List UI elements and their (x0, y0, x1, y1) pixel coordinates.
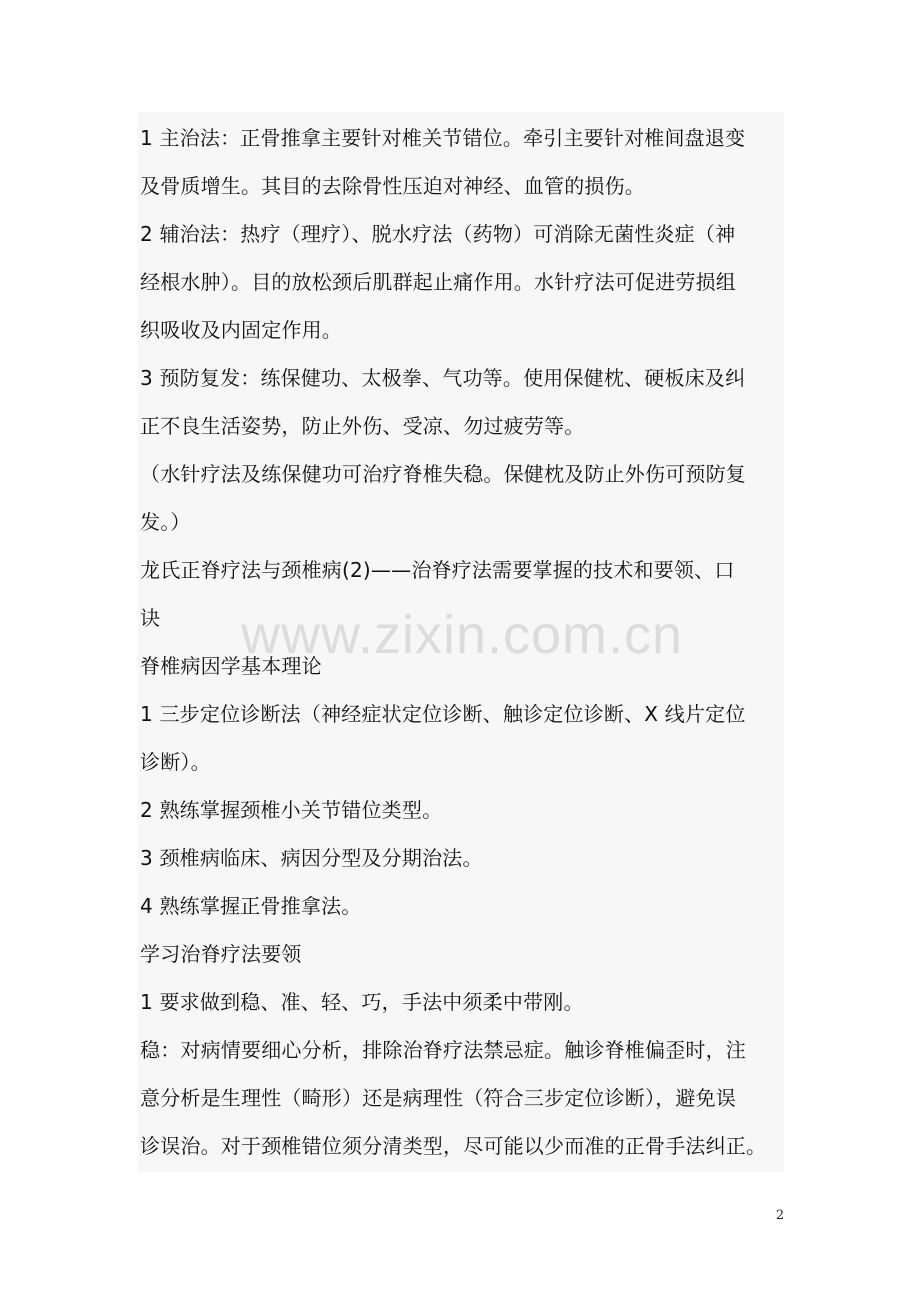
document-body (138, 112, 784, 1172)
text-line: 意分析是生理性（畸形）还是病理性（符合三步定位诊断），避免误 (140, 1086, 736, 1110)
text-line: 2 辅治法：热疗（理疗）、脱水疗法（药物）可消除无菌性炎症（神 (140, 222, 736, 246)
text-line: 发。） (140, 510, 191, 534)
text-line: 稳：对病情要细心分析，排除治脊疗法禁忌症。触诊脊椎偏歪时，注 (140, 1038, 746, 1062)
text-line: 2 熟练掌握颈椎小关节错位类型。 (140, 798, 443, 822)
text-line: 4 熟练掌握正骨推拿法。 (140, 894, 362, 918)
text-line: 诊断）。 (140, 750, 211, 774)
page-number: 2 (775, 1208, 785, 1223)
text-line: 3 颈椎病临床、病因分型及分期治法。 (140, 846, 483, 870)
text-line: 经根水肿）。目的放松颈后肌群起止痛作用。水针疗法可促进劳损组 (140, 270, 736, 294)
text-line: 1 三步定位诊断法（神经症状定位诊断、触诊定位诊断、X 线片定位 (140, 702, 746, 726)
text-line: 织吸收及内固定作用。 (140, 318, 342, 342)
watermark: www.zixin.com.cn (240, 605, 684, 665)
text-line: 诊误治。对于颈椎错位须分清类型，尽可能以少而准的正骨手法纠正。 (140, 1134, 767, 1158)
text-line: 1 要求做到稳、准、轻、巧，手法中须柔中带刚。 (140, 990, 584, 1014)
section-heading: 龙氏正脊疗法与颈椎病(2)——治脊疗法需要掌握的技术和要领、口 (140, 558, 735, 582)
section-heading: 学习治脊疗法要领 (140, 942, 302, 966)
text-line: 正不良生活姿势，防止外伤、受凉、勿过疲劳等。 (140, 414, 585, 438)
text-line: 及骨质增生。其目的去除骨性压迫对神经、血管的损伤。 (140, 174, 645, 198)
section-heading: 脊椎病因学基本理论 (140, 654, 322, 678)
text-line: （水针疗法及练保健功可治疗脊椎失稳。保健枕及防止外伤可预防复 (140, 462, 746, 486)
text-line: 1 主治法：正骨推拿主要针对椎关节错位。牵引主要针对椎间盘退变 (140, 126, 746, 150)
section-heading: 诀 (140, 606, 161, 630)
text-line: 3 预防复发：练保健功、太极拳、气功等。使用保健枕、硬板床及纠 (140, 366, 746, 390)
